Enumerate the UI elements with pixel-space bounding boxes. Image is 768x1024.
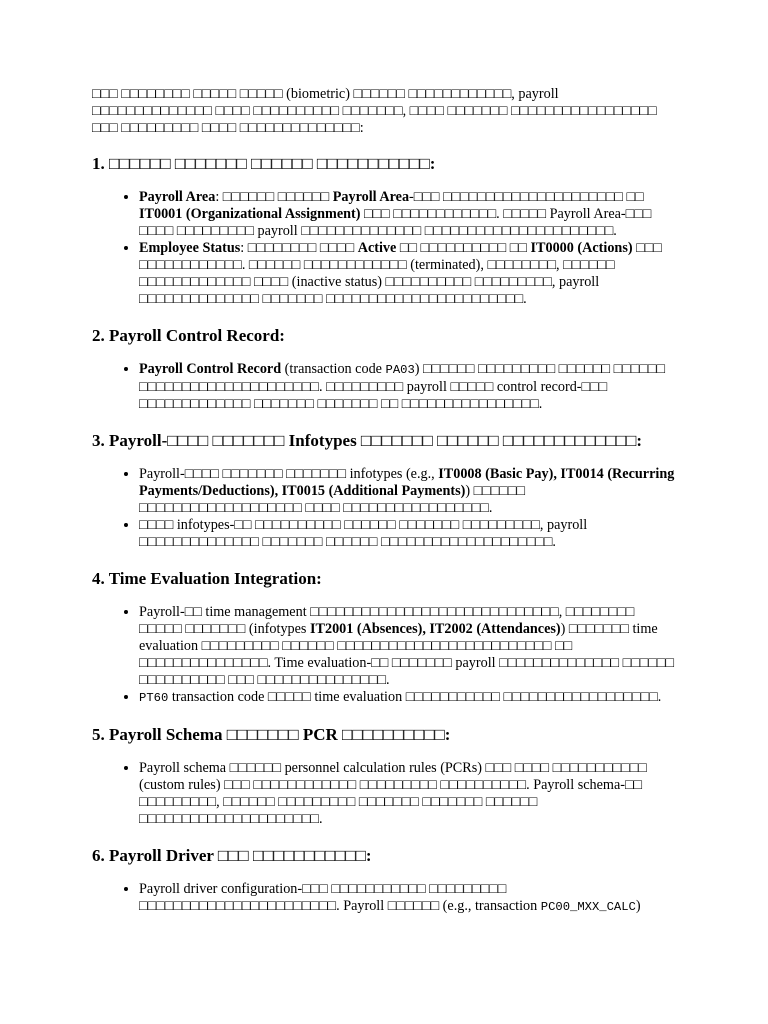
inline-code: PT60 (139, 691, 169, 705)
text-run: □□□ □□□□□□□□□□□□. □□□□□ Payroll Area-□□□ □□□□ □□□□□□□□□ payroll □□□□□□□□□□□□□□ □□□□□□□□□□□□□□□□□□□□□□. (139, 206, 652, 239)
text-run: Payroll schema □□□□□□ personnel calculation rules (PCRs) □□□ □□□□ □□□□□□□□□□□ (custom rules) □□□ □□□□□□□□□□□□ □□□□□□□□□ □□□□□□□□□□. Payroll schema-□□ □□□□□□□□□, □□□□□□ □□□□□□□□□ □□□□□□□ □□□□□□□ □□□□□□ □□□□□□□□□□□□□□□□□□□□□. (139, 760, 647, 827)
bold-term: Payroll Area (332, 189, 410, 205)
text-run: ) □□□□□□ □□□□□□□□□ □□□□□□ □□□□□□ □□□□□□□□□□□□□□□□□□□□□. □□□□□□□□□ payroll □□□□□ control record-□□□ □□□□□□□□□□□□□ □□□□□□□ □□□□□□□ □□ □□□□□□□□□□□□□□□□. (139, 361, 666, 412)
bold-term: Employee Status (139, 240, 241, 256)
list-item (139, 361, 676, 413)
text-run: □□□ □□□□□□□□□□□□. □□□□□□ □□□□□□□□□□□□ (terminated), □□□□□□□□, □□□□□□ □□□□□□□□□□□□□ □□□□ (inactive status) □□□□□□□□□□ □□□□□□□□□, payroll □□□□□□□□□□□□□□ □□□□□□□ □□□□□□□□□□□□□□□□□□□□□□□. (139, 240, 662, 307)
list-item (139, 881, 676, 916)
list-item (139, 466, 676, 517)
bullet-list (92, 604, 676, 707)
text-run: ) □□□□□□ □□□□□□□□□□□□□□□□□□□ □□□□ □□□□□□□□□□□□□□□□□. (139, 483, 526, 516)
section-heading: 6. Payroll Driver □□□ □□□□□□□□□□□: (92, 846, 372, 865)
text-run: (transaction code (281, 361, 386, 377)
text-run: transaction code □□□□□ time evaluation □□□□□□□□□□□ □□□□□□□□□□□□□□□□□□. (168, 689, 662, 705)
inline-code: PA03 (385, 363, 415, 377)
text-run: Payroll driver configuration-□□□ □□□□□□□□□□□ □□□□□□□□□ □□□□□□□□□□□□□□□□□□□□□□□. Payroll □□□□□□ (e.g., transaction (139, 881, 541, 914)
text-run: ) □□□□□□□ time evaluation □□□□□□□□□ □□□□□□ □□□□□□□□□□□□□□□□□□□□□□□□□ □□ □□□□□□□□□□□□□□□. Time evaluation-□□ □□□□□□□ payroll □□□□□□□□□□□□□□ □□□□□□ □□□□□□□□□□ □□□ □□□□□□□□□□□□□□□. (139, 621, 675, 688)
text-run: : □□□□□□ □□□□□□ (215, 189, 333, 205)
text-run: Payroll-□□ time management □□□□□□□□□□□□□□□□□□□□□□□□□□□□□, □□□□□□□□ □□□□□ □□□□□□□ (infotypes (139, 604, 635, 637)
text-run: : □□□□□□□□ □□□□ (240, 240, 358, 256)
bold-term: Payroll Area (139, 189, 216, 205)
section-heading: 5. Payroll Schema □□□□□□□ PCR □□□□□□□□□□: (92, 725, 451, 744)
list-item (139, 240, 676, 308)
list-item (139, 189, 676, 240)
sections-container (92, 153, 676, 916)
list-item (139, 517, 676, 551)
section-heading: 2. Payroll Control Record: (92, 326, 285, 345)
bold-term: Active (357, 240, 397, 256)
text-run: ) (635, 898, 641, 914)
bullet-list (92, 760, 676, 828)
list-item (139, 760, 676, 828)
bullet-list (92, 361, 676, 413)
section-heading: 4. Time Evaluation Integration: (92, 569, 322, 588)
bold-term: IT0000 (Actions) (530, 240, 633, 256)
intro-paragraph: □□□ □□□□□□□□ □□□□□ □□□□□ (biometric) □□□□□□ □□□□□□□□□□□□, payroll □□□□□□□□□□□□□□ □□□□ □□□□□□□□□□ □□□□□□□, □□□□ □□□□□□□ □□□□□□□□□□□□□□□□□ □□□ □□□□□□□□□ □□□□ □□□□□□□□□□□□□□: (92, 86, 657, 136)
text-run: Payroll-□□□□ □□□□□□□ □□□□□□□ infotypes (e.g., (139, 466, 439, 482)
bullet-list (92, 189, 676, 308)
list-item (139, 689, 676, 707)
inline-code: PC00_MXX_CALC (540, 900, 636, 914)
bullet-list (92, 881, 676, 916)
text-run: -□□□ □□□□□□□□□□□□□□□□□□□□□ □□ (409, 189, 644, 205)
section-heading: 3. Payroll-□□□□ □□□□□□□ Infotypes □□□□□□□ □□□□□□ □□□□□□□□□□□□□: (92, 431, 643, 450)
bold-term: Payroll Control Record (139, 361, 282, 377)
text-run: □□□□ infotypes-□□ □□□□□□□□□□ □□□□□□ □□□□□□□ □□□□□□□□□, payroll □□□□□□□□□□□□□□ □□□□□□□ □□□□□□ □□□□□□□□□□□□□□□□□□□□. (139, 517, 588, 550)
bold-term: IT2001 (Absences), IT2002 (Attendances) (310, 621, 561, 637)
document-body (92, 86, 676, 933)
section-heading: 1. □□□□□□ □□□□□□□ □□□□□□ □□□□□□□□□□□: (92, 154, 436, 173)
bold-term: IT0001 (Organizational Assignment) (139, 206, 361, 222)
list-item (139, 604, 676, 689)
text-run: □□ □□□□□□□□□□ □□ (396, 240, 531, 256)
bullet-list (92, 466, 676, 551)
bold-term: IT0008 (Basic Pay), IT0014 (Recurring Payments/Deductions), IT0015 (Additional Payments) (139, 466, 675, 499)
